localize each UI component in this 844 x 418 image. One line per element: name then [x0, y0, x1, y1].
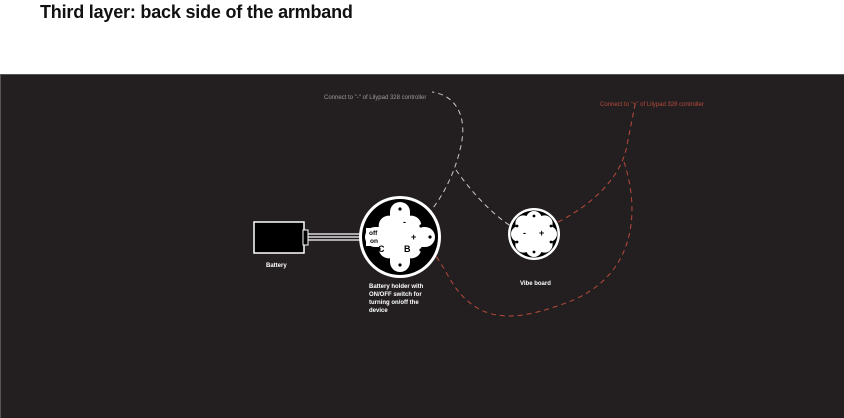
battery-label: Battery	[266, 263, 287, 269]
battery-holder	[359, 196, 441, 278]
battery-terminal	[303, 230, 308, 245]
plus-wire	[550, 100, 636, 226]
battery-holder-label-line: device	[369, 308, 388, 314]
vibe-board-label: Vibe board	[520, 281, 551, 287]
switch-off-label: off	[369, 230, 378, 237]
battery-holder-label-line: turning on/off the	[369, 300, 419, 306]
holder-b-label: B	[404, 244, 411, 254]
minus-wire-to-vibe	[456, 170, 514, 228]
vibe-minus-label: -	[523, 228, 526, 238]
minus-wire	[428, 92, 463, 214]
battery-holder-label-line: Battery holder with	[369, 284, 424, 290]
holder-c-label: C	[378, 244, 385, 254]
vibe-board	[508, 208, 560, 260]
holder-minus-label: -	[403, 217, 406, 227]
battery-body	[254, 222, 304, 253]
holder-plus-label: +	[411, 232, 417, 242]
vibe-plus-label: +	[539, 228, 545, 238]
switch-on-label: on	[370, 238, 378, 245]
battery-holder-label-line: ON/OFF switch for	[369, 292, 422, 298]
connect-plus-label: Connect to "+" of Lilypad 328 controller	[600, 102, 704, 108]
page-title: Third layer: back side of the armband	[40, 2, 353, 22]
connect-minus-label: Connect to "-" of Lilypad 328 controller	[324, 95, 427, 101]
